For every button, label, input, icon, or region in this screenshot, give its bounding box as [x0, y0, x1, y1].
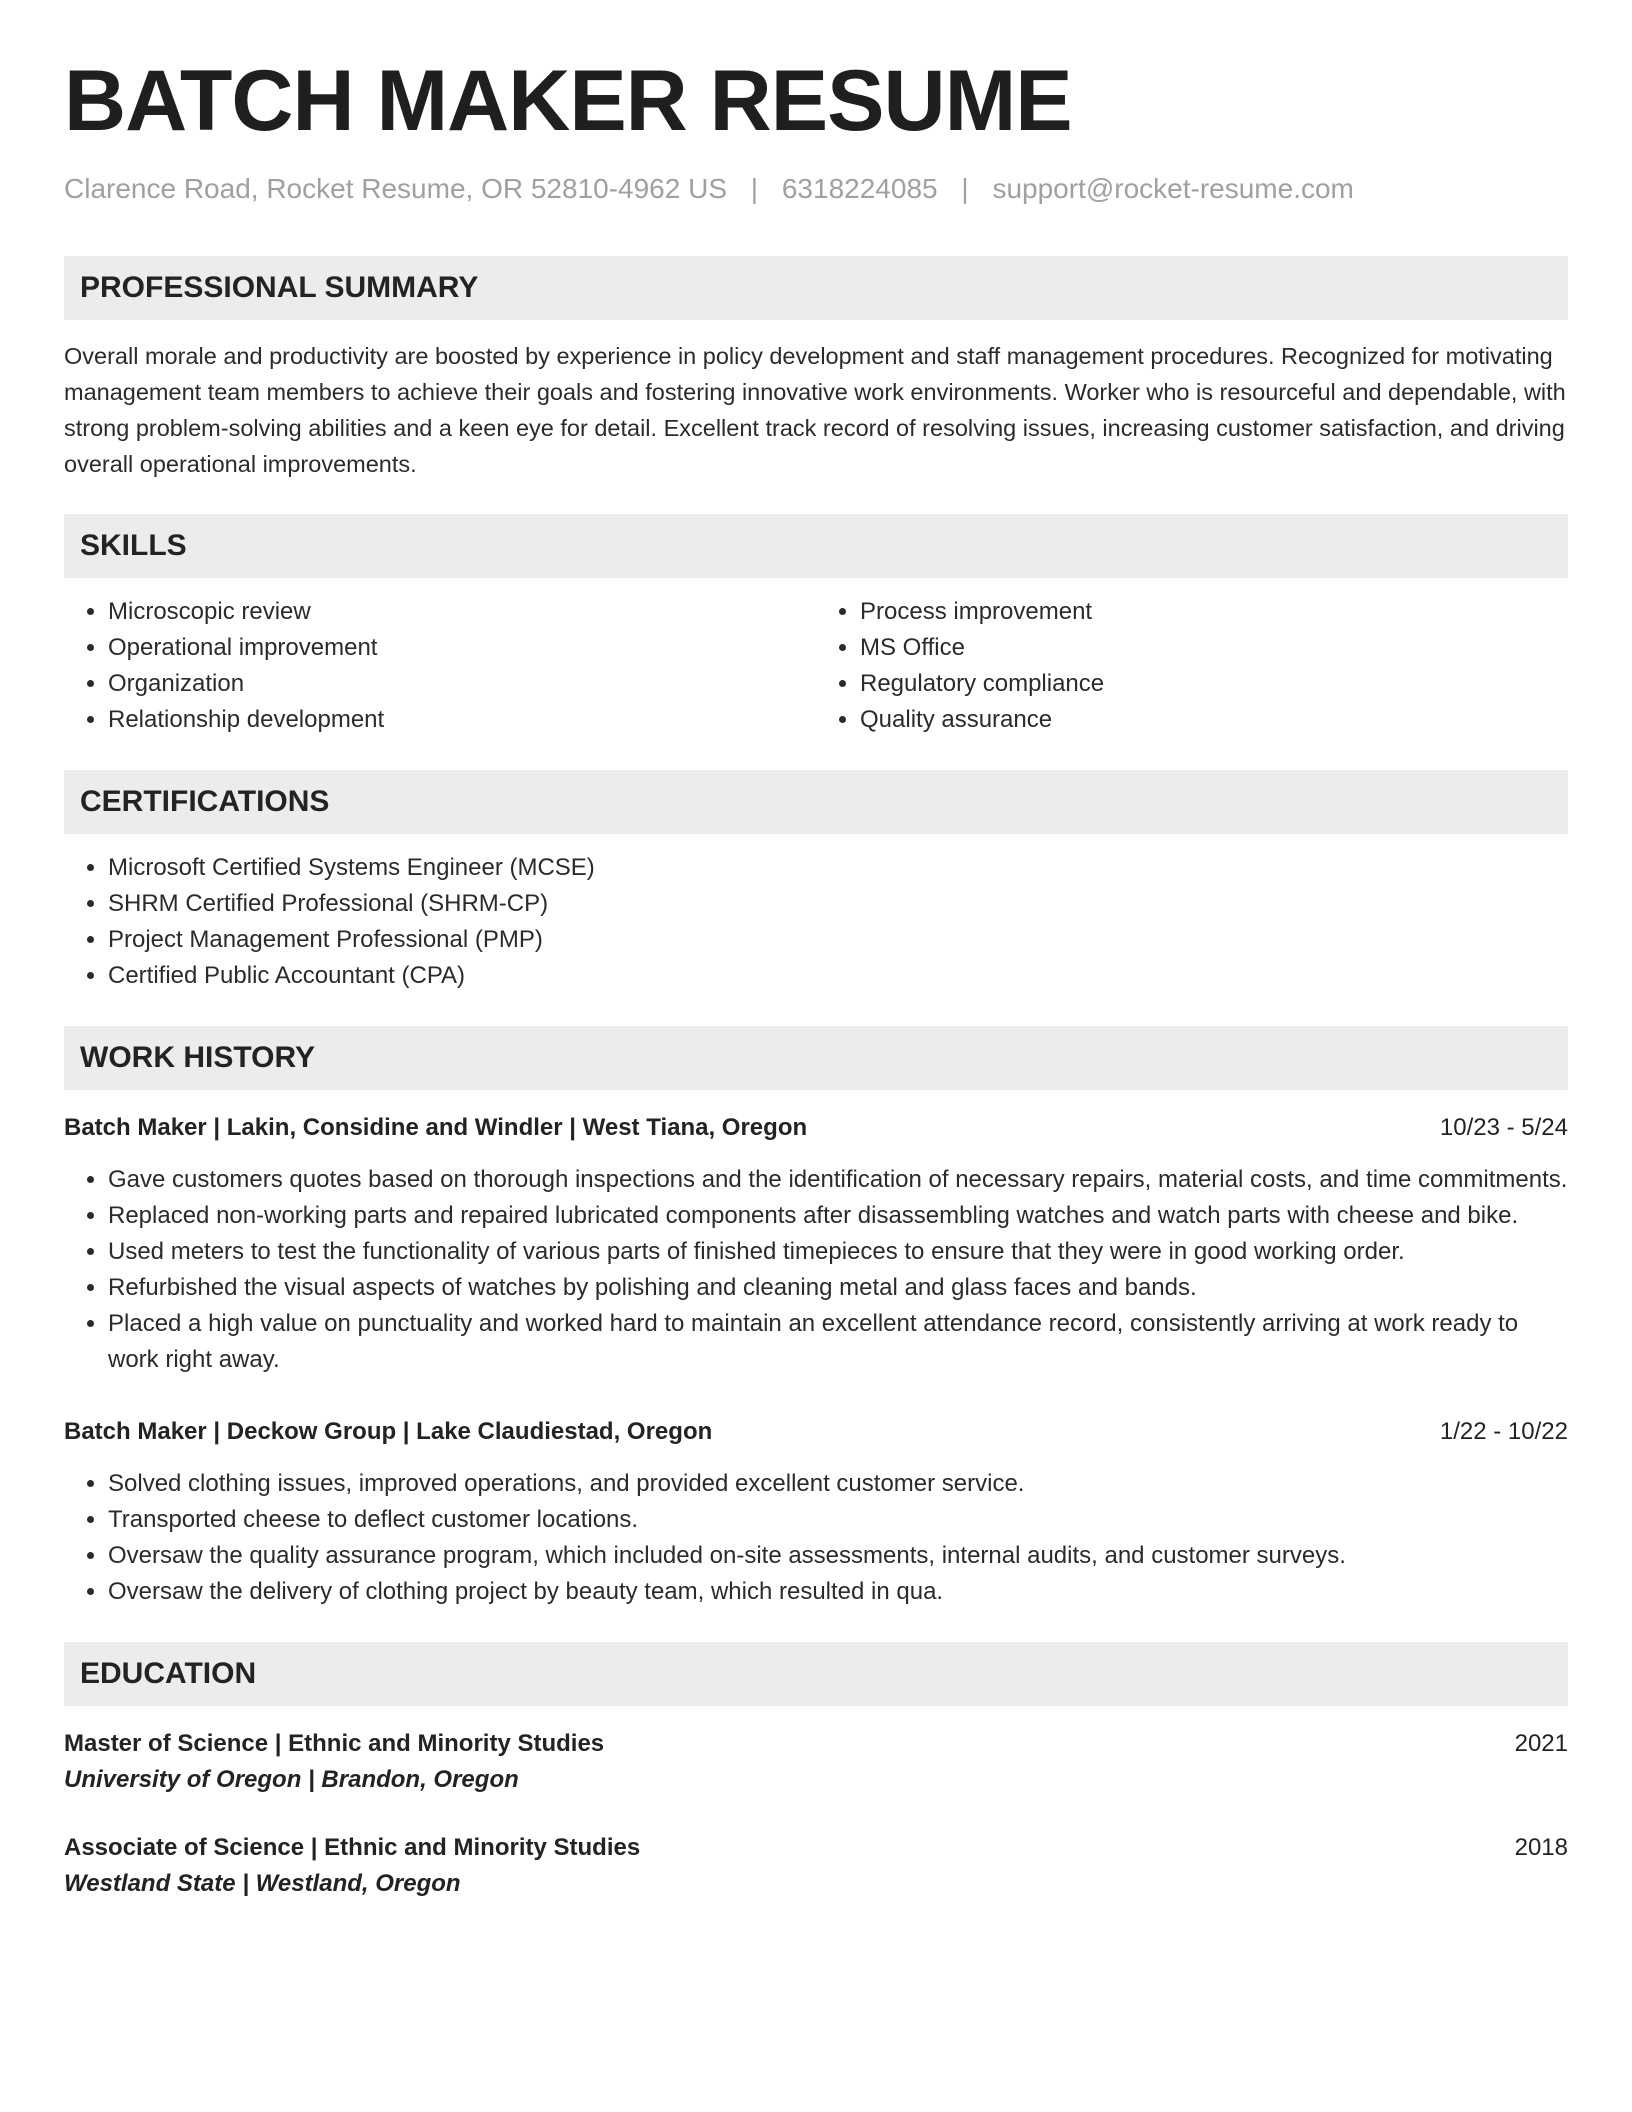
degree: Associate of Science | Ethnic and Minority Studies [64, 1833, 641, 1861]
certification-item: • Project Management Professional (PMP) [108, 922, 1568, 958]
skill-item: • Quality assurance [860, 702, 1568, 738]
job-bullet: • Oversaw the quality assurance program, which included on-site assessments, internal audits, and customer surveys. [108, 1538, 1568, 1574]
job-bullet: • Replaced non-working parts and repaired lubricated components after disassembling watches and watch parts with cheese and bike. [108, 1198, 1568, 1234]
skills-heading: SKILLS [64, 514, 1568, 578]
skills-column-right [816, 594, 1568, 738]
job-bullet: • Placed a high value on punctuality and worked hard to maintain an excellent attendance record, consistently arriving at work ready to work right away. [108, 1306, 1568, 1378]
education-header [64, 1726, 1568, 1762]
contact-line [64, 172, 1568, 206]
job-bullet: • Transported cheese to deflect customer locations. [108, 1502, 1568, 1538]
job-bullet: • Solved clothing issues, improved operations, and provided excellent customer service. [108, 1466, 1568, 1502]
job-bullets [64, 1162, 1568, 1378]
education-heading: EDUCATION [64, 1642, 1568, 1706]
job-header [64, 1110, 1568, 1146]
graduation-year: 2021 [1514, 1729, 1568, 1757]
job-bullet: • Refurbished the visual aspects of watches by polishing and cleaning metal and glass faces and bands. [108, 1270, 1568, 1306]
resume-title: BATCH MAKER RESUME [64, 53, 1072, 149]
contact-separator: | [750, 173, 759, 204]
skill-item: • Process improvement [860, 594, 1568, 630]
summary-text: Overall morale and productivity are boosted by experience in policy development and staff management procedures. Recognized for motivating management team members to achieve their goals and fostering innovative work environments. Worker who is resourceful and dependable, with strong problem-solving abilities and a keen eye for detail. Excellent track record of resolving issues, increasing customer satisfaction, and driving overall operational improvements. [64, 342, 1566, 477]
skill-item: • Microscopic review [108, 594, 816, 630]
contact-separator: | [961, 173, 969, 204]
skill-item: • MS Office [860, 630, 1568, 666]
skill-item: • Regulatory compliance [860, 666, 1568, 702]
education-entry [64, 1726, 1568, 1798]
certifications-list [64, 850, 1568, 994]
contact-phone: 6318224085 [781, 173, 938, 204]
job-dates: 10/23 - 5/24 [1439, 1113, 1568, 1141]
summary-heading: PROFESSIONAL SUMMARY [64, 256, 1568, 320]
certifications-heading: CERTIFICATIONS [64, 770, 1568, 834]
graduation-year: 2018 [1514, 1833, 1568, 1861]
job-bullet: • Oversaw the delivery of clothing project by beauty team, which resulted in qua. [108, 1574, 1568, 1610]
job-title: Batch Maker | Lakin, Considine and Windler | West Tiana, Oregon [64, 1113, 808, 1141]
certification-item: • Microsoft Certified Systems Engineer (MCSE) [108, 850, 1568, 886]
skill-item: • Operational improvement [108, 630, 816, 666]
work-history-heading: WORK HISTORY [64, 1026, 1568, 1090]
certification-item: • Certified Public Accountant (CPA) [108, 958, 1568, 994]
contact-address: Clarence Road, Rocket Resume, OR 52810-4962 US [64, 173, 728, 204]
education-entry [64, 1830, 1568, 1902]
skills-list [64, 594, 1568, 738]
job-dates: 1/22 - 10/22 [1439, 1417, 1568, 1445]
school: University of Oregon | Brandon, Oregon [64, 1765, 519, 1793]
degree: Master of Science | Ethnic and Minority Studies [64, 1729, 605, 1757]
skill-item: • Organization [108, 666, 816, 702]
skill-item: • Relationship development [108, 702, 816, 738]
job-title: Batch Maker | Deckow Group | Lake Claudiestad, Oregon [64, 1417, 713, 1445]
skills-column-left [64, 594, 816, 738]
education-header [64, 1830, 1568, 1866]
job-entry [64, 1414, 1568, 1610]
job-bullet: • Used meters to test the functionality of various parts of finished timepieces to ensure that they were in good working order. [108, 1234, 1568, 1270]
job-header [64, 1414, 1568, 1450]
job-bullet: • Gave customers quotes based on thorough inspections and the identification of necessary repairs, material costs, and time commitments. [108, 1162, 1568, 1198]
job-bullets [64, 1466, 1568, 1610]
certification-item: • SHRM Certified Professional (SHRM-CP) [108, 886, 1568, 922]
job-entry [64, 1110, 1568, 1378]
contact-email: support@rocket-resume.com [992, 173, 1354, 204]
school: Westland State | Westland, Oregon [64, 1869, 461, 1897]
